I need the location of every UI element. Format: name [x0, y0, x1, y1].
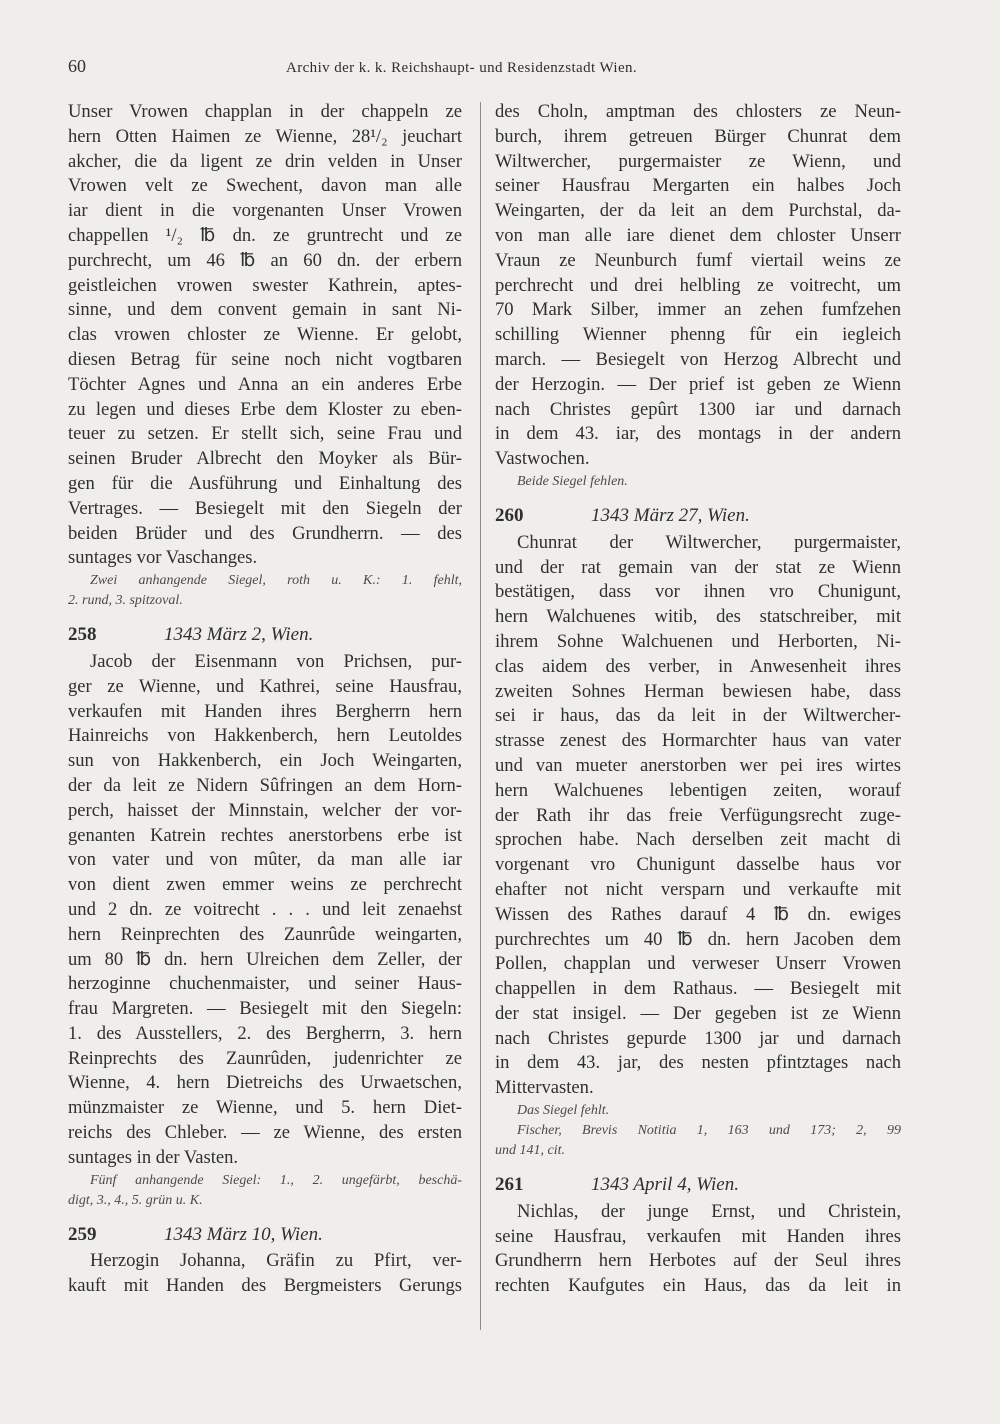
text-line: hern Otten Haimen ze Wienne, 28¹/₂ jeuchart [68, 125, 462, 147]
text-line: Mittervasten. [495, 1077, 594, 1099]
text-line: Vastwochen. [495, 448, 590, 470]
text-line: purchrecht, um 46 ℔ an 60 dn. der erbern [68, 249, 462, 271]
seal-note [68, 1171, 462, 1211]
right-column [495, 100, 901, 1299]
text-line: zweiten Sohnes Herman bewiesen habe, dass [495, 680, 901, 702]
text-line: vorgenant vro Chunigunt dasselbe haus vor [495, 854, 901, 876]
text-line: teuer zu setzen. Er stellt sich, seine Frau und [68, 423, 462, 445]
text-line: geistleichen vrowen swester Kathrein, aptes- [68, 274, 462, 296]
column-rule [480, 102, 481, 1330]
text-line: 70 Mark Silber, immer an zehen fumfzehen [495, 299, 901, 321]
text-line: ihrem Sohne Walchuenen und Herborten, Ni- [495, 630, 901, 652]
entry-date: 1343 März 2, Wien. [164, 624, 314, 646]
text-line: rechten Kaufgutes ein Haus, das da leit in [495, 1275, 901, 1297]
text-line: purchrechtes um 40 ℔ dn. hern Jacoben dem [495, 928, 901, 950]
text-line: von dient zwen emmer weins ze perchrecht [68, 874, 462, 896]
text-line: in dem 43. jar, des nesten pfintztages nach [495, 1052, 901, 1074]
text-line: frau Margreten. — Besiegelt mit den Siegeln: [68, 998, 462, 1020]
seal-note [68, 571, 462, 611]
text-line: perch, haisset der Minnstain, welcher der vor- [68, 799, 462, 821]
text-line: perchrecht und drei helbling ze voitrecht, um [495, 274, 901, 296]
continued-paragraph [68, 100, 462, 571]
text-line: Chunrat der Wiltwercher, purgermaister, [517, 531, 901, 553]
entry-body-260 [495, 531, 901, 1101]
text-line: von vater und von mûter, da man alle iar [68, 849, 462, 871]
text-line: nach Christes gepurde 1300 jar und darnach [495, 1027, 901, 1049]
text-line: und der rat gemain van der stat ze Wienn [495, 556, 901, 578]
text-line: Jacob der Eisenmann von Prichsen, pur- [90, 650, 462, 672]
text-line: sprochen habe. Nach derselben zeit macht di [495, 829, 901, 851]
text-line: Töchter Agnes und Anna an ein anderes Erbe [68, 373, 462, 395]
text-line: beiden Brüder und des Grundherrn. — des [68, 522, 462, 544]
text-line: burch, ihrem getreuen Bürger Chunrat dem [495, 125, 901, 147]
text-line: genanten Katrein rechtes anerstorbens erbe ist [68, 824, 462, 846]
text-line: Wissen des Rathes darauf 4 ℔ dn. ewiges [495, 903, 901, 925]
text-line: Reinprechts des Zaunrûden, judenrichter ze [68, 1047, 462, 1069]
seal-note [495, 1101, 901, 1161]
text-line: hern Walchuenes witib, des statschreiber, mit [495, 606, 901, 628]
text-line: sun von Hakkenberch, ein Joch Weingarten, [68, 750, 462, 772]
entry-number: 260 [495, 504, 524, 526]
entry-number: 261 [495, 1174, 524, 1196]
text-line: Nichlas, der junge Ernst, und Christein, [517, 1200, 901, 1222]
text-line: kauft mit Handen des Bergmeisters Gerungs [68, 1275, 462, 1297]
text-line: der da leit ze Nidern Sûfringen an dem Horn- [68, 774, 462, 796]
text-line: clas vrowen chloster ze Wienne. Er gelobt, [68, 324, 462, 346]
text-line: nach Christes gepûrt 1300 iar und darnach [495, 398, 901, 420]
seal-note [495, 472, 901, 492]
entry-date: 1343 März 10, Wien. [164, 1223, 323, 1245]
text-line: clas aidem des verber, in Anwesenheit ihres [495, 655, 901, 677]
text-line: hern Walchuenes lebentigen zeiten, worauf [495, 779, 901, 801]
text-line: der stat insigel. — Der gegeben ist ze Wienn [495, 1002, 901, 1024]
note-line: Zwei anhangende Siegel, roth u. K.: 1. fehlt, [90, 573, 462, 589]
text-line: reichs des Chleber. — ze Wienne, des ersten [68, 1122, 462, 1144]
text-line: iar dient in die vorgenanten Unser Vrowen [68, 200, 462, 222]
entry-heading-259 [68, 1223, 462, 1248]
text-line: herzoginne chuchenmaister, und seiner Haus- [68, 973, 462, 995]
entry-body-261 [495, 1200, 901, 1299]
text-line: Unser Vrowen chapplan in der chappeln ze [68, 101, 462, 122]
entry-body-258 [68, 650, 462, 1171]
text-line: Wiltwercher, purgermaister ze Wienn, und [495, 150, 901, 172]
entry-heading-260 [495, 504, 901, 529]
text-line: von man alle iare dienet dem chloster Unserr [495, 224, 901, 246]
text-line: zu legen und dieses Erbe dem Kloster zu eben- [68, 398, 462, 420]
text-line: Pollen, chapplan und verweser Unserr Vrowen [495, 953, 901, 975]
entry-heading-261 [495, 1173, 901, 1198]
note-line: Beide Siegel fehlen. [517, 473, 628, 489]
text-line: gen für die Ausführung und Einhaltung des [68, 472, 462, 494]
left-column [68, 100, 462, 1299]
text-line: und van mueter anerstorben wer pei ires wirtes [495, 754, 901, 776]
text-line: Vrowen velt ze Swechent, davon man alle [68, 175, 462, 197]
entry-date: 1343 März 27, Wien. [591, 504, 750, 526]
text-line: strasse zenest des Hormarchter haus van vater [495, 730, 901, 752]
text-line: suntages vor Vaschanges. [68, 547, 258, 569]
text-line: seiner Hausfrau Mergarten ein halbes Joch [495, 175, 901, 197]
text-line: und 2 dn. ze voitrecht . . . und leit zenaehst [68, 898, 462, 920]
text-line: Herzogin Johanna, Gräfin zu Pfirt, ver- [90, 1250, 462, 1272]
text-line: ehafter not nicht versparn und verkaufte mit [495, 878, 901, 900]
entry-date: 1343 April 4, Wien. [591, 1174, 739, 1196]
page-number: 60 [68, 56, 86, 76]
text-line: chappellen in dem Rathaus. — Besiegelt mit [495, 978, 901, 1000]
text-line: march. — Besiegelt von Herzog Albrecht und [495, 348, 901, 370]
text-line: der Herzogin. — Der prief ist geben ze Wienn [495, 373, 901, 395]
text-line: 1. des Ausstellers, 2. des Bergherrn, 3. hern [68, 1022, 462, 1044]
text-line: Wienne, 4. hern Dietreichs des Urwaetschen, [68, 1072, 462, 1094]
text-line: bestätigen, dass vor ihnen vro Chunigunt, [495, 581, 901, 603]
continued-paragraph [495, 100, 901, 472]
text-line: sinne, und dem convent gemain in sant Ni- [68, 299, 462, 321]
text-line: ger ze Wienne, und Kathrei, seine Hausfrau, [68, 675, 462, 697]
note-line: Das Siegel fehlt. [517, 1103, 610, 1119]
text-line: um 80 ℔ dn. hern Ulreichen dem Zeller, der [68, 948, 462, 970]
note-line: 2. rund, 3. spitzoval. [68, 593, 183, 609]
text-line: Vertrages. — Besiegelt mit den Siegeln der [68, 497, 462, 519]
text-line: schilling Wienner phenng fûr ein iegleich [495, 324, 901, 346]
text-line: der Rath ihr das freie Verfügungsrecht zuge- [495, 804, 901, 826]
text-line: seine Hausfrau, verkaufen mit Handen ihres [495, 1225, 901, 1247]
entry-number: 258 [68, 624, 97, 646]
text-line: hern Reinprechten des Zaunrûde weingarten, [68, 923, 462, 945]
note-line: Fischer, Brevis Notitia 1, 163 und 173; 2, 99 [517, 1123, 901, 1139]
text-line: seinen Bruder Albrecht den Moyker als Bür- [68, 448, 462, 470]
text-line: des Choln, amptman des chlosters ze Neun- [495, 101, 901, 122]
running-title: Archiv der k. k. Reichshaupt- und Residenzstadt Wien. [286, 60, 638, 76]
text-line: akcher, die da ligent ze drin velden in Unser [68, 150, 462, 172]
text-line: Weingarten, der da leit an dem Purchstal, da- [495, 200, 901, 222]
note-line: Fünf anhangende Siegel: 1., 2. ungefärbt, beschä- [90, 1172, 462, 1188]
note-line: digt, 3., 4., 5. grün u. K. [68, 1192, 203, 1208]
text-line: diesen Betrag für seine noch nicht vogtbaren [68, 348, 462, 370]
text-line: sei ir haus, das da leit in der Wiltwercher- [495, 705, 901, 727]
text-line: Hainreichs von Hakkenberch, hern Leutoldes [68, 725, 462, 747]
text-line: Grundherrn hern Herbotes auf der Seul ihres [495, 1250, 901, 1272]
text-line: verkaufen mit Handen ihres Bergherrn hern [68, 700, 462, 722]
text-line: in dem 43. iar, des montags in der andern [495, 423, 901, 445]
entry-body-259 [68, 1249, 462, 1299]
text-line: münzmaister ze Wienne, und 5. hern Diet- [68, 1097, 462, 1119]
entry-number: 259 [68, 1223, 97, 1245]
text-line: chappellen ¹/₂ ℔ dn. ze gruntrecht und ze [68, 224, 462, 246]
text-line: suntages in der Vasten. [68, 1146, 239, 1168]
text-line: Vraun ze Neunburch fumf viertail weins ze [495, 249, 901, 271]
entry-heading-258 [68, 623, 462, 648]
note-line: und 141, cit. [495, 1143, 565, 1159]
